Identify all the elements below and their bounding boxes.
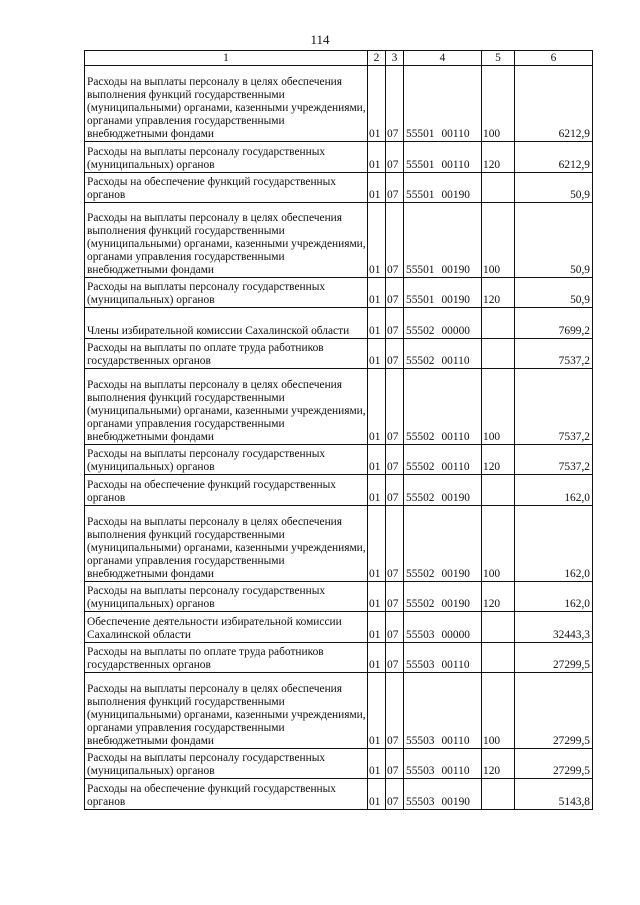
- subsection-code-cell: 07: [386, 779, 404, 810]
- target-article-cell: [404, 749, 482, 779]
- subsection-code-cell: 07: [386, 278, 404, 308]
- section-code-cell: 01: [368, 582, 386, 612]
- budget-table: [84, 50, 593, 810]
- table-row: [85, 612, 593, 643]
- program-code: 55501: [406, 189, 435, 201]
- table-row: [85, 506, 593, 582]
- expense-type-cell: 100: [482, 66, 515, 142]
- subsection-code-cell: 07: [386, 673, 404, 749]
- expense-name-cell: Расходы на выплаты персоналу в целях обеспечения выполнения функций государственными (муниципальными) органами, казенными учреждениями, органами управления государственными внебюджетными фондами: [85, 369, 368, 445]
- amount-cell: 50,9: [515, 173, 593, 203]
- header-cell: 6: [515, 51, 593, 66]
- program-code: 55502: [406, 492, 435, 504]
- direction-code: 00110: [441, 659, 470, 671]
- section-code-cell: 01: [368, 779, 386, 810]
- direction-code: 00000: [441, 325, 470, 337]
- expense-name-cell: Расходы на выплаты персоналу государственных (муниципальных) органов: [85, 582, 368, 612]
- expense-type-cell: 120: [482, 749, 515, 779]
- expense-type-cell: 120: [482, 142, 515, 173]
- program-code: 55501: [406, 264, 435, 276]
- amount-cell: 27299,5: [515, 749, 593, 779]
- expense-name-cell: Расходы на выплаты персоналу государственных (муниципальных) органов: [85, 445, 368, 475]
- table-row: [85, 308, 593, 339]
- table-body: [85, 66, 593, 810]
- expense-name-cell: Члены избирательной комиссии Сахалинской области: [85, 308, 368, 339]
- table-row: [85, 369, 593, 445]
- program-code: 55502: [406, 325, 435, 337]
- program-code: 55503: [406, 796, 435, 808]
- subsection-code-cell: 07: [386, 66, 404, 142]
- direction-code: 00110: [441, 159, 470, 171]
- target-article-cell: [404, 339, 482, 369]
- page-number: 114: [310, 32, 330, 47]
- expense-name-cell: Расходы на выплаты персоналу государственных (муниципальных) органов: [85, 278, 368, 308]
- expense-type-cell: 120: [482, 582, 515, 612]
- amount-cell: 6212,9: [515, 66, 593, 142]
- subsection-code-cell: 07: [386, 308, 404, 339]
- subsection-code-cell: 07: [386, 203, 404, 278]
- direction-code: 00110: [441, 128, 470, 140]
- amount-cell: 7537,2: [515, 445, 593, 475]
- subsection-code-cell: 07: [386, 582, 404, 612]
- table-row: [85, 582, 593, 612]
- direction-code: 00110: [441, 765, 470, 777]
- expense-type-cell: [482, 779, 515, 810]
- header-cell: 2: [368, 51, 386, 66]
- expense-name-cell: Расходы на обеспечение функций государственных органов: [85, 173, 368, 203]
- section-code-cell: 01: [368, 173, 386, 203]
- header-cell: 3: [386, 51, 404, 66]
- table-row: [85, 203, 593, 278]
- section-code-cell: 01: [368, 203, 386, 278]
- target-article-cell: [404, 612, 482, 643]
- expense-name-cell: Расходы на выплаты персоналу государственных (муниципальных) органов: [85, 749, 368, 779]
- section-code-cell: 01: [368, 308, 386, 339]
- amount-cell: 50,9: [515, 203, 593, 278]
- section-code-cell: 01: [368, 643, 386, 673]
- target-article-cell: [404, 369, 482, 445]
- target-article-cell: [404, 278, 482, 308]
- target-article-cell: [404, 475, 482, 506]
- table-row: [85, 779, 593, 810]
- target-article-cell: [404, 673, 482, 749]
- target-article-cell: [404, 203, 482, 278]
- expense-type-cell: 120: [482, 445, 515, 475]
- amount-cell: 162,0: [515, 506, 593, 582]
- expense-type-cell: [482, 475, 515, 506]
- direction-code: 00190: [441, 796, 470, 808]
- target-article-cell: [404, 506, 482, 582]
- amount-cell: 162,0: [515, 475, 593, 506]
- expense-type-cell: 100: [482, 369, 515, 445]
- expense-name-cell: Обеспечение деятельности избирательной комиссии Сахалинской области: [85, 612, 368, 643]
- expense-type-cell: [482, 308, 515, 339]
- section-code-cell: 01: [368, 339, 386, 369]
- table-row: [85, 173, 593, 203]
- expense-type-cell: 120: [482, 278, 515, 308]
- section-code-cell: 01: [368, 673, 386, 749]
- expense-name-cell: Расходы на выплаты персоналу государственных (муниципальных) органов: [85, 142, 368, 173]
- subsection-code-cell: 07: [386, 643, 404, 673]
- table-row: [85, 749, 593, 779]
- header-cell: 5: [482, 51, 515, 66]
- amount-cell: 5143,8: [515, 779, 593, 810]
- target-article-cell: [404, 308, 482, 339]
- program-code: 55503: [406, 765, 435, 777]
- expense-name-cell: Расходы на выплаты по оплате труда работников государственных органов: [85, 643, 368, 673]
- expense-type-cell: 100: [482, 673, 515, 749]
- direction-code: 00110: [441, 431, 470, 443]
- section-code-cell: 01: [368, 475, 386, 506]
- program-code: 55502: [406, 461, 435, 473]
- program-code: 55502: [406, 431, 435, 443]
- direction-code: 00190: [441, 598, 470, 610]
- expense-name-cell: Расходы на выплаты персоналу в целях обеспечения выполнения функций государственными (муниципальными) органами, казенными учреждениями, органами управления государственными внебюджетными фондами: [85, 203, 368, 278]
- header-cell: 4: [404, 51, 482, 66]
- target-article-cell: [404, 643, 482, 673]
- program-code: 55503: [406, 659, 435, 671]
- subsection-code-cell: 07: [386, 749, 404, 779]
- subsection-code-cell: 07: [386, 445, 404, 475]
- amount-cell: 27299,5: [515, 643, 593, 673]
- subsection-code-cell: 07: [386, 369, 404, 445]
- expense-name-cell: Расходы на выплаты персоналу в целях обеспечения выполнения функций государственными (муниципальными) органами, казенными учреждениями, органами управления государственными внебюджетными фондами: [85, 673, 368, 749]
- target-article-cell: [404, 66, 482, 142]
- direction-code: 00190: [441, 189, 470, 201]
- table-row: [85, 278, 593, 308]
- amount-cell: 162,0: [515, 582, 593, 612]
- subsection-code-cell: 07: [386, 475, 404, 506]
- direction-code: 00190: [441, 294, 470, 306]
- expense-type-cell: [482, 612, 515, 643]
- header-cell: 1: [85, 51, 368, 66]
- table-row: [85, 643, 593, 673]
- direction-code: 00000: [441, 629, 470, 641]
- program-code: 55503: [406, 735, 435, 747]
- direction-code: 00190: [441, 264, 470, 276]
- section-code-cell: 01: [368, 506, 386, 582]
- target-article-cell: [404, 582, 482, 612]
- amount-cell: 7537,2: [515, 369, 593, 445]
- table-row: [85, 66, 593, 142]
- target-article-cell: [404, 779, 482, 810]
- expense-type-cell: [482, 339, 515, 369]
- program-code: 55503: [406, 629, 435, 641]
- direction-code: 00110: [441, 355, 470, 367]
- section-code-cell: 01: [368, 66, 386, 142]
- amount-cell: 27299,5: [515, 673, 593, 749]
- section-code-cell: 01: [368, 445, 386, 475]
- section-code-cell: 01: [368, 749, 386, 779]
- subsection-code-cell: 07: [386, 612, 404, 643]
- expense-name-cell: Расходы на выплаты персоналу в целях обеспечения выполнения функций государственными (муниципальными) органами, казенными учреждениями, органами управления государственными внебюджетными фондами: [85, 506, 368, 582]
- direction-code: 00190: [441, 492, 470, 504]
- table-row: [85, 673, 593, 749]
- section-code-cell: 01: [368, 142, 386, 173]
- amount-cell: 7537,2: [515, 339, 593, 369]
- subsection-code-cell: 07: [386, 173, 404, 203]
- section-code-cell: 01: [368, 612, 386, 643]
- expense-name-cell: Расходы на выплаты по оплате труда работников государственных органов: [85, 339, 368, 369]
- target-article-cell: [404, 173, 482, 203]
- program-code: 55502: [406, 568, 435, 580]
- program-code: 55501: [406, 159, 435, 171]
- expense-name-cell: Расходы на обеспечение функций государственных органов: [85, 779, 368, 810]
- target-article-cell: [404, 142, 482, 173]
- amount-cell: 50,9: [515, 278, 593, 308]
- expense-type-cell: 100: [482, 506, 515, 582]
- expense-type-cell: [482, 643, 515, 673]
- expense-type-cell: [482, 173, 515, 203]
- table-row: [85, 445, 593, 475]
- amount-cell: 7699,2: [515, 308, 593, 339]
- expense-type-cell: 100: [482, 203, 515, 278]
- program-code: 55502: [406, 355, 435, 367]
- table-row: [85, 339, 593, 369]
- target-article-cell: [404, 445, 482, 475]
- direction-code: 00190: [441, 568, 470, 580]
- section-code-cell: 01: [368, 369, 386, 445]
- amount-cell: 6212,9: [515, 142, 593, 173]
- table-header-row: [85, 51, 593, 66]
- subsection-code-cell: 07: [386, 506, 404, 582]
- program-code: 55502: [406, 598, 435, 610]
- section-code-cell: 01: [368, 278, 386, 308]
- subsection-code-cell: 07: [386, 339, 404, 369]
- expense-name-cell: Расходы на обеспечение функций государственных органов: [85, 475, 368, 506]
- expense-name-cell: Расходы на выплаты персоналу в целях обеспечения выполнения функций государственными (муниципальными) органами, казенными учреждениями, органами управления государственными внебюджетными фондами: [85, 66, 368, 142]
- subsection-code-cell: 07: [386, 142, 404, 173]
- program-code: 55501: [406, 128, 435, 140]
- direction-code: 00110: [441, 461, 470, 473]
- amount-cell: 32443,3: [515, 612, 593, 643]
- program-code: 55501: [406, 294, 435, 306]
- table-row: [85, 475, 593, 506]
- direction-code: 00110: [441, 735, 470, 747]
- table-row: [85, 142, 593, 173]
